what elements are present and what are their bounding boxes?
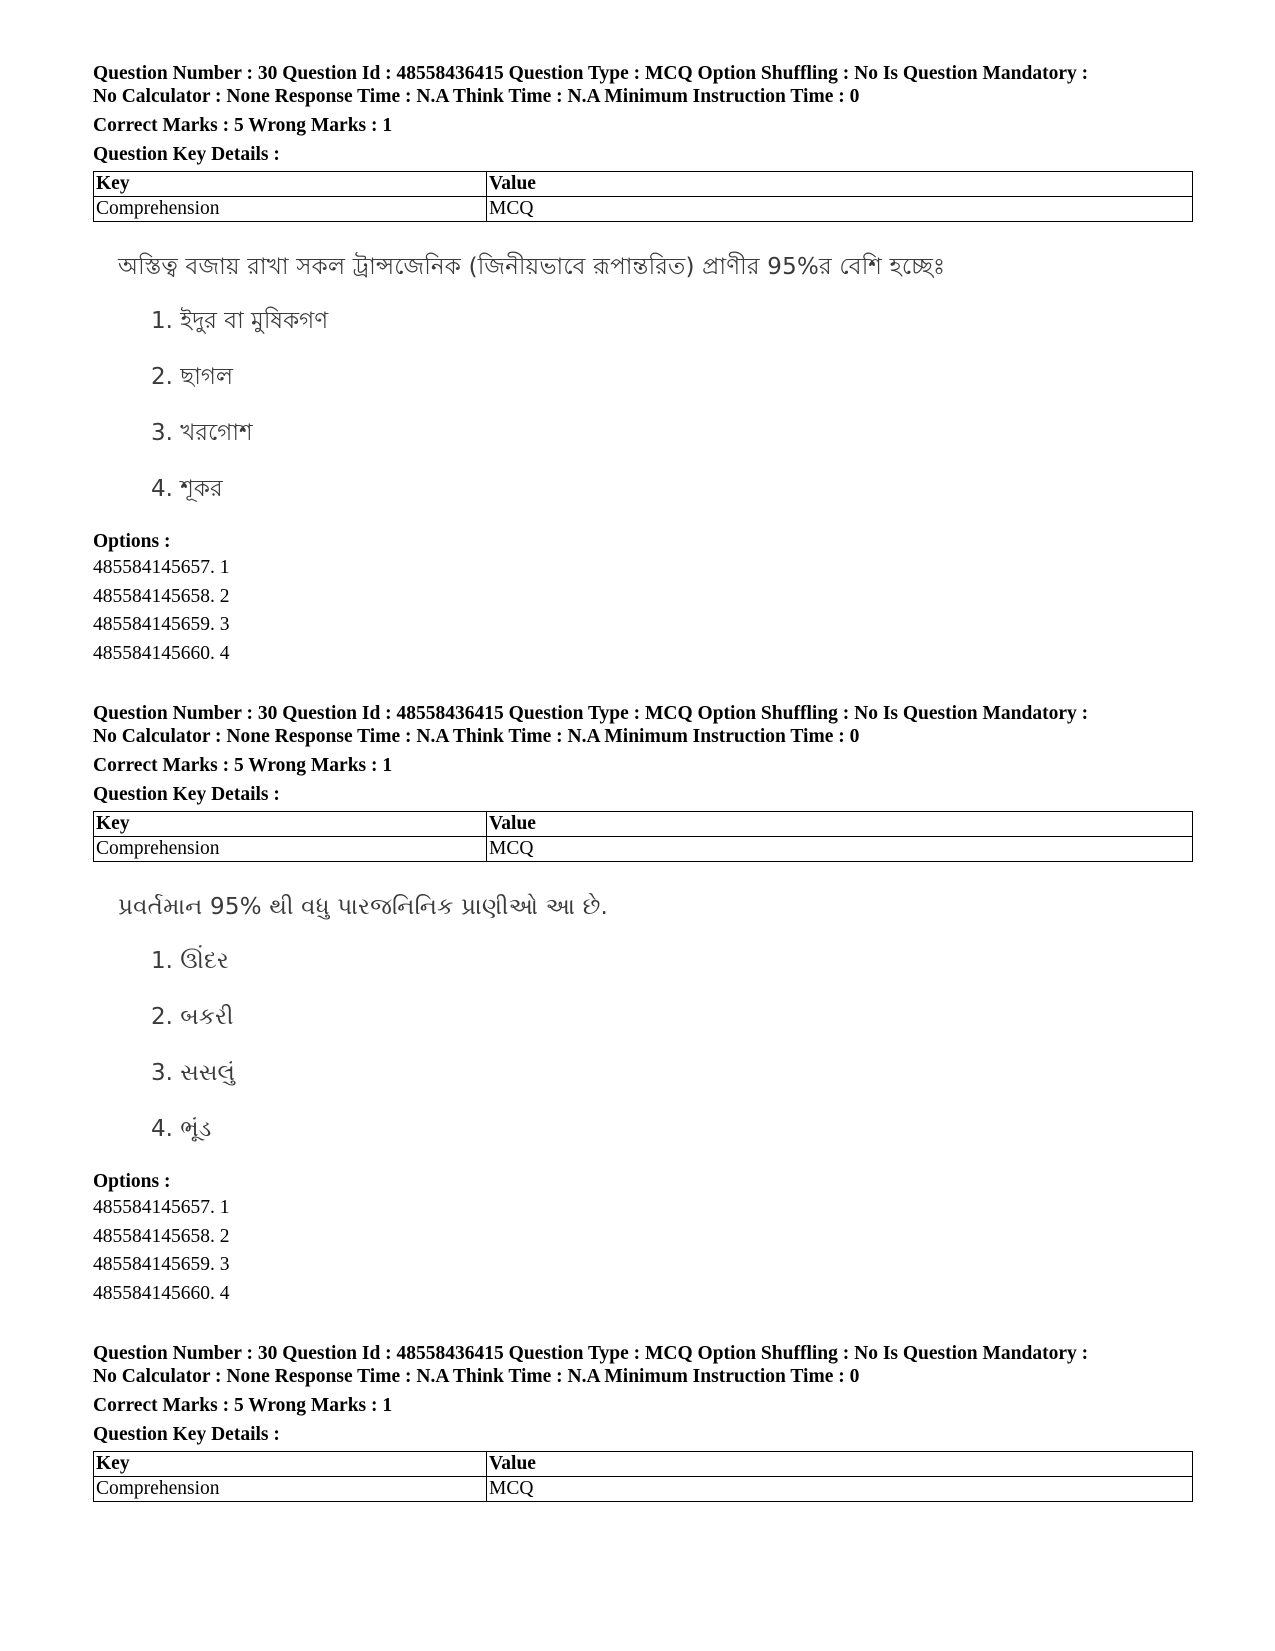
table-header-value: Value: [487, 1452, 1193, 1477]
question-image: [118, 892, 1203, 1144]
table-cell-key: Comprehension: [94, 1477, 487, 1502]
table-cell-value: MCQ: [487, 1477, 1193, 1502]
question-block-2: [93, 702, 1203, 1308]
question-choice: 3. સસલું: [151, 1060, 235, 1086]
question-image: [118, 252, 1203, 504]
question-choice: 4. শূকর: [151, 476, 223, 502]
question-choice: 2. ছাগল: [151, 364, 234, 390]
question-choice: 3. খরগোশ: [151, 420, 253, 446]
question-key-table: [93, 811, 1193, 862]
table-header-row: [94, 812, 1193, 837]
question-meta-line1: Question Number : 30 Question Id : 48558436415 Question Type : MCQ Option Shuffling : No Is Question Mandatory :: [93, 63, 1089, 84]
table-header-key: Key: [94, 1452, 487, 1477]
question-choice: 4. ભૂંડ: [151, 1116, 212, 1142]
option-item: 485584145657. 1: [93, 557, 230, 578]
question-marks: Correct Marks : 5 Wrong Marks : 1: [93, 115, 393, 136]
option-item: 485584145659. 3: [93, 614, 230, 635]
table-header-row: [94, 172, 1193, 197]
option-item: 485584145658. 2: [93, 585, 230, 607]
table-cell-value: MCQ: [487, 837, 1193, 862]
question-block-3: [93, 1342, 1203, 1502]
table-header-value: Value: [487, 812, 1193, 837]
question-meta-line1: Question Number : 30 Question Id : 48558436415 Question Type : MCQ Option Shuffling : No Is Question Mandatory :: [93, 1343, 1089, 1364]
options-label: Options :: [93, 531, 171, 552]
table-header-row: [94, 1452, 1193, 1477]
question-choice: 1. ইদুর বা মুষিকগণ: [151, 308, 329, 334]
question-marks: Correct Marks : 5 Wrong Marks : 1: [93, 1395, 393, 1416]
options-label: Options :: [93, 1171, 171, 1192]
table-row: [94, 837, 1193, 862]
option-item: 485584145658. 2: [93, 1225, 230, 1247]
option-item: 485584145659. 3: [93, 1254, 230, 1275]
option-item: 485584145657. 1: [93, 1197, 230, 1218]
table-cell-key: Comprehension: [94, 197, 487, 222]
question-meta-line2: No Calculator : None Response Time : N.A Think Time : N.A Minimum Instruction Time : 0: [93, 86, 860, 107]
option-item: 485584145660. 4: [93, 642, 230, 664]
question-key-details-label: Question Key Details :: [93, 144, 280, 165]
question-key-details-label: Question Key Details :: [93, 784, 280, 805]
question-key-table: [93, 171, 1193, 222]
question-key-details-label: Question Key Details :: [93, 1424, 280, 1445]
question-key-table: [93, 1451, 1193, 1502]
option-item: 485584145660. 4: [93, 1282, 230, 1304]
table-header-key: Key: [94, 812, 487, 837]
table-row: [94, 197, 1193, 222]
question-meta-line1: Question Number : 30 Question Id : 48558436415 Question Type : MCQ Option Shuffling : No Is Question Mandatory :: [93, 703, 1089, 724]
question-choice: 2. બકરી: [151, 1004, 234, 1030]
question-choice: 1. ઊંદર: [151, 948, 229, 974]
question-marks: Correct Marks : 5 Wrong Marks : 1: [93, 755, 393, 776]
table-header-key: Key: [94, 172, 487, 197]
question-meta-line2: No Calculator : None Response Time : N.A Think Time : N.A Minimum Instruction Time : 0: [93, 726, 860, 747]
question-stem: પ્રવર્તમાન 95% થી વધુ પારજનિનિક પ્રાણીઓ આ છે.: [118, 894, 609, 920]
table-cell-value: MCQ: [487, 197, 1193, 222]
table-row: [94, 1477, 1193, 1502]
question-stem: অস্তিত্ব বজায় রাখা সকল ট্রান্সজেনিক (জিনীয়ভাবে রূপান্তরিত) প্রাণীর 95%র বেশি হচ্ছেঃ: [118, 254, 946, 280]
table-cell-key: Comprehension: [94, 837, 487, 862]
table-header-value: Value: [487, 172, 1193, 197]
question-block-1: [93, 62, 1203, 668]
question-meta-line2: No Calculator : None Response Time : N.A Think Time : N.A Minimum Instruction Time : 0: [93, 1366, 860, 1387]
